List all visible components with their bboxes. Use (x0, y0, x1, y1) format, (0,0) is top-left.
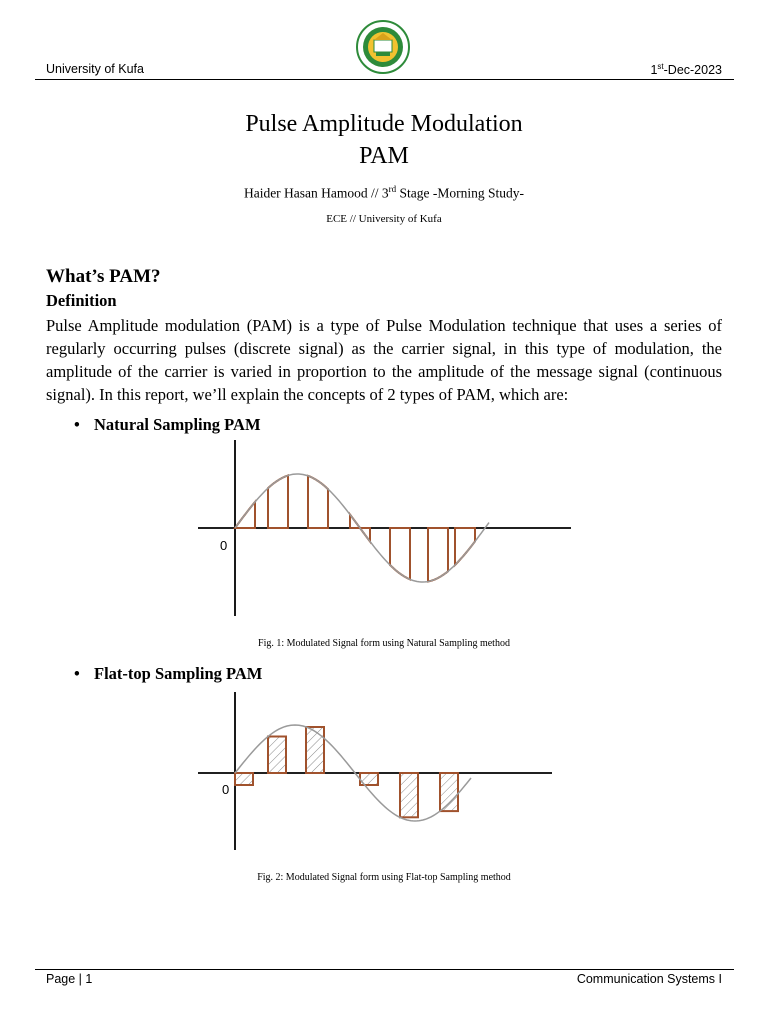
header-date-rest: -Dec-2023 (663, 63, 722, 78)
header-rule (35, 79, 734, 80)
footer-page-number: Page | 1 (46, 972, 93, 986)
header-date-day: 1 (650, 63, 658, 78)
page-title-abbrev: PAM (359, 143, 409, 169)
university-logo (356, 20, 410, 74)
author-line (0, 184, 768, 202)
figure1-caption: Fig. 1: Modulated Signal form using Natural Sampling method (258, 638, 510, 649)
bullet-dot-icon: • (74, 415, 80, 434)
page-title: Pulse Amplitude Modulation (245, 111, 523, 137)
bullet-label: Flat-top Sampling PAM (94, 664, 263, 683)
affiliation: ECE // University of Kufa (326, 213, 442, 225)
fig2-sample-pulse (268, 737, 286, 774)
section-heading: What’s PAM? (46, 266, 161, 287)
header-date-sup: st (657, 62, 664, 71)
fig2-sample-pulse (306, 727, 324, 773)
footer-rule (35, 969, 734, 970)
figure-natural-sampling (190, 438, 590, 618)
definition-paragraph: Pulse Amplitude modulation (PAM) is a type of Pulse Modulation technique that uses a series of regularly occurring pulses (discrete signal) as the carrier signal, in this type of modulation, the amplitude of the carrier is varied in proportion to the amplitude of the message signal (continuous signal). In this report, we’ll explain the concepts of 2 types of PAM, which are: (46, 316, 722, 404)
fig1-sample-pulse (268, 476, 288, 529)
figure2-caption: Fig. 2: Modulated Signal form using Flat-top Sampling method (257, 872, 511, 883)
figure-flat-top-sampling (190, 690, 590, 850)
subheading-definition: Definition (46, 291, 117, 310)
fig1-sample-pulse (390, 528, 410, 579)
fig2-sample-pulse (440, 773, 458, 811)
fig2-origin-label: 0 (222, 782, 230, 797)
header-date (650, 62, 722, 77)
author-stage: Stage -Morning Study- (396, 185, 525, 201)
header-university: University of Kufa (46, 62, 144, 76)
logo-emblem-icon (356, 20, 410, 74)
bullet-dot-icon: • (74, 664, 80, 683)
bullet-flat-top-sampling (74, 664, 262, 684)
fig2-sample-pulse (400, 773, 418, 817)
bullet-natural-sampling (74, 415, 261, 435)
fig1-sample-pulse (308, 476, 328, 528)
footer-course: Communication Systems I (576, 972, 722, 986)
fig2-sample-pulse (235, 773, 253, 785)
bullet-label: Natural Sampling PAM (94, 415, 261, 434)
author-stage-sup: rd (388, 184, 397, 194)
fig1-origin-label: 0 (220, 538, 228, 553)
author-name: Haider Hasan Hamood // 3 (243, 185, 389, 201)
